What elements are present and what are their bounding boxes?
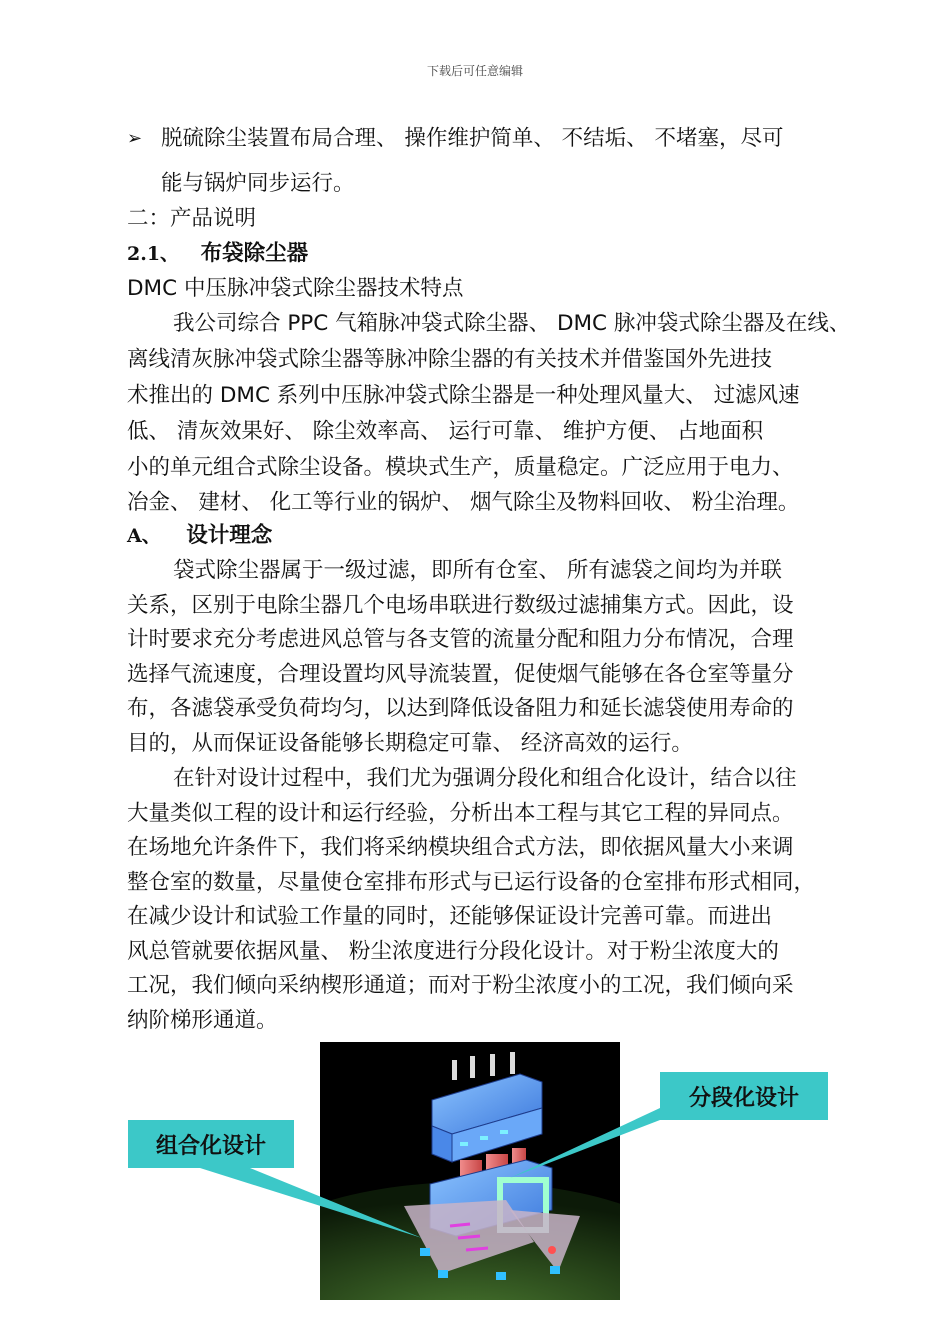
para3-line: 风总管就要依据风量、 粉尘浓度进行分段化设计。对于粉尘浓度大的 bbox=[127, 939, 779, 964]
para3-line: 大量类似工程的设计和运行经验，分析出本工程与其它工程的异同点。 bbox=[127, 801, 794, 826]
para2-line: 选择气流速度，合理设置均风导流装置，促使烟气能够在各仓室等量分 bbox=[127, 662, 794, 687]
para3-line: 在场地允许条件下，我们将采纳模块组合式方法，即依据风量大小来调 bbox=[127, 835, 794, 860]
para2-line: 关系，区别于电除尘器几个电场串联进行数级过滤捕集方式。因此，设 bbox=[127, 593, 794, 618]
para1-line: 低、 清灰效果好、 除尘效率高、 运行可靠、 维护方便、 占地面积 bbox=[127, 419, 764, 444]
bullet-line-1: 脱硫除尘装置布局合理、 操作维护简单、 不结垢、 不堵塞，尽可 bbox=[161, 126, 784, 151]
para2-line: 布，各滤袋承受负荷均匀，以达到降低设备阻力和延长滤袋使用寿命的 bbox=[127, 696, 794, 721]
callout-combination-design: 组合化设计 bbox=[128, 1120, 294, 1168]
section-2-1-heading bbox=[127, 236, 851, 272]
para2-line: 计时要求充分考虑进风总管与各支管的流量分配和阻力分布情况，合理 bbox=[127, 627, 794, 652]
para3-line: 工况，我们倾向采纳楔形通道；而对于粉尘浓度小的工况，我们倾向采 bbox=[127, 973, 794, 998]
para2-line: 袋式除尘器属于一级过滤，即所有仓室、 所有滤袋之间均为并联 bbox=[173, 558, 782, 583]
section-a-heading bbox=[127, 518, 851, 554]
para3-line: 在减少设计和试验工作量的同时，还能够保证设计完善可靠。而进出 bbox=[127, 904, 773, 929]
section-a-label: A、 bbox=[127, 525, 161, 547]
para2-line: 目的，从而保证设备能够长期稳定可靠、 经济高效的运行。 bbox=[127, 731, 693, 756]
section-2-title: 二：产品说明 bbox=[127, 206, 257, 231]
page-header: 下载后可任意编辑 bbox=[426, 64, 523, 78]
section-a-title: 设计理念 bbox=[186, 523, 273, 548]
dust-collector-illustration bbox=[320, 1042, 620, 1300]
section-2-1-title: 布袋除尘器 bbox=[200, 241, 309, 266]
para3-line: 纳阶梯形通道。 bbox=[127, 1008, 278, 1033]
bullet-arrow-icon: ➢ bbox=[127, 128, 143, 149]
section-2-1-number: 2.1、 bbox=[127, 243, 180, 265]
para1-line: 我公司综合 PPC 气箱脉冲袋式除尘器、 DMC 脉冲袋式除尘器及在线、 bbox=[173, 311, 851, 336]
para3-line: 在针对设计过程中，我们尤为强调分段化和组合化设计，结合以往 bbox=[173, 766, 797, 791]
dust-collector-figure bbox=[320, 1042, 620, 1300]
bullet-line-2: 能与锅炉同步运行。 bbox=[161, 171, 355, 196]
para1-line: 小的单元组合式除尘设备。模块式生产，质量稳定。广泛应用于电力、 bbox=[127, 455, 794, 480]
subtitle: DMC 中压脉冲袋式除尘器技术特点 bbox=[127, 276, 464, 301]
para1-line: 冶金、 建材、 化工等行业的锅炉、 烟气除尘及物料回收、 粉尘治理。 bbox=[127, 490, 800, 515]
callout-segmentation-design: 分段化设计 bbox=[660, 1072, 828, 1120]
para1-line: 离线清灰脉冲袋式除尘器等脉冲除尘器的有关技术并借鉴国外先进技 bbox=[127, 347, 773, 372]
para1-line: 术推出的 DMC 系列中压脉冲袋式除尘器是一种处理风量大、 过滤风速 bbox=[127, 383, 800, 408]
para3-line: 整仓室的数量，尽量使仓室排布形式与已运行设备的仓室排布形式相同， bbox=[127, 870, 816, 895]
